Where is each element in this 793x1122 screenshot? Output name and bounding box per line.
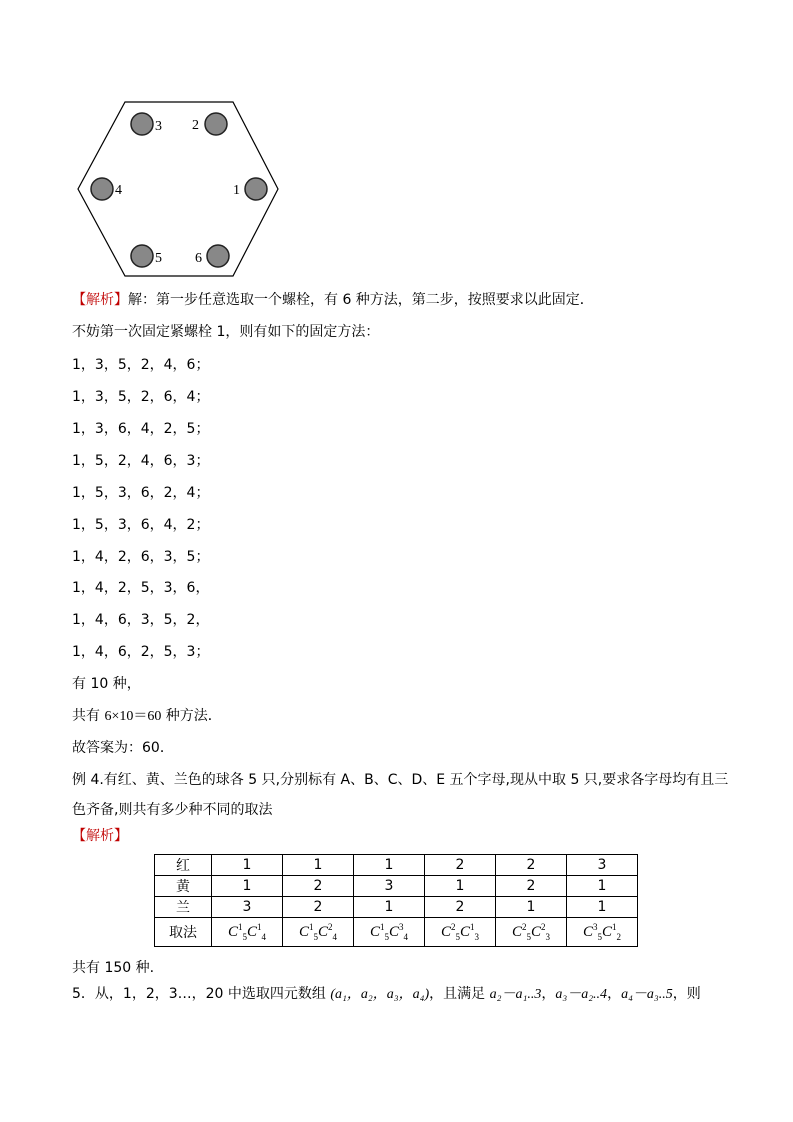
problem5-prefix: 5．从，1，2，3…，20 中选取四元数组 — [72, 986, 331, 1002]
table-cell: 1 — [212, 855, 283, 876]
intro-text: 解：第一步任意选取一个螺栓，有 6 种方法，第二步，按照要求以此固定． — [128, 292, 594, 308]
row-label-yellow: 黄 — [155, 876, 212, 897]
bolt-5 — [131, 245, 162, 267]
sequence-line: 1，5，2，4，6，3； — [72, 453, 210, 469]
table-row-methods — [155, 918, 638, 947]
row-label-method: 取法 — [155, 918, 212, 947]
row-label-red: 红 — [155, 855, 212, 876]
method-cell: $C^3_5C^1_2$ — [567, 918, 638, 947]
table-cell: 1 — [354, 855, 425, 876]
answer-line: 故答案为：60． — [72, 740, 174, 756]
table-cell: 1 — [425, 876, 496, 897]
method-cell: $C^2_5C^2_3$ — [496, 918, 567, 947]
problem5-mid: ，且满足 — [429, 986, 490, 1002]
problem5-tuple: (a₁，a₂，a₃，a₄) — [330, 987, 430, 1002]
problem5-cond3: a₄－a₃..5 — [621, 987, 673, 1002]
hexagon-bolt-diagram — [70, 96, 285, 281]
sequence-line: 1，3，5，2，4，6； — [72, 357, 210, 373]
table-cell: 3 — [212, 897, 283, 918]
count-line: 有 10 种， — [72, 676, 141, 692]
table-total: 共有 150 种. — [72, 960, 155, 976]
row-label-blue: 兰 — [155, 897, 212, 918]
total-suffix: 种方法． — [161, 708, 222, 724]
intro-line-2: 不妨第一次固定紧螺栓 1，则有如下的固定方法： — [72, 324, 380, 340]
method-cell: $C^2_5C^1_3$ — [425, 918, 496, 947]
sequence-line: 1，5，3，6，4，2； — [72, 517, 210, 533]
bolt-3 — [131, 113, 162, 135]
analysis-tag: 【解析】 — [72, 292, 128, 308]
problem5-suffix: ，则 — [672, 986, 701, 1002]
analysis-paragraph — [72, 290, 594, 310]
analysis-tag-2: 【解析】 — [72, 828, 128, 844]
table-cell: 3 — [567, 855, 638, 876]
table-row — [155, 897, 638, 918]
sequence-line: 1，4，2，6，3，5； — [72, 549, 210, 565]
sequence-line: 1，4，6，2，5，3； — [72, 644, 210, 660]
sequence-line: 1，3，5，2，6，4； — [72, 389, 210, 405]
bolt-label: 2 — [192, 118, 199, 133]
total-line — [72, 706, 222, 727]
table-cell: 2 — [496, 876, 567, 897]
bolt-label: 4 — [115, 183, 122, 198]
bolt-label: 5 — [155, 251, 162, 266]
total-expression: 6×10＝60 — [104, 709, 162, 724]
method-cell: $C^1_5C^2_4$ — [283, 918, 354, 947]
bolt-label: 3 — [155, 119, 162, 134]
sequence-line: 1，5，3，6，2，4； — [72, 485, 210, 501]
bolt-label: 1 — [233, 183, 240, 198]
table-cell: 2 — [425, 855, 496, 876]
example4-line-2: 色齐备,则共有多少种不同的取法 — [72, 802, 273, 818]
table-cell: 1 — [567, 876, 638, 897]
bolt-2 — [192, 113, 227, 135]
bolt-6 — [195, 245, 229, 267]
total-prefix: 共有 — [72, 708, 105, 724]
sequence-line: 1，3，6，4，2，5； — [72, 421, 210, 437]
bolt-4 — [91, 178, 122, 200]
method-cell: $C^1_5C^1_4$ — [212, 918, 283, 947]
table-cell: 2 — [496, 855, 567, 876]
table-cell: 1 — [283, 855, 354, 876]
sequence-line: 1，4，6，3，5，2， — [72, 612, 210, 628]
problem5-cond1: a₂－a₁..3 — [489, 987, 542, 1002]
method-cell: $C^1_5C^3_4$ — [354, 918, 425, 947]
sequence-line: 1，4，2，5，3，6， — [72, 580, 210, 596]
example4-line-1: 例 4.有红、黄、兰色的球各 5 只,分别标有 A、B、C、D、E 五个字母,现从中取 5 只,要求各字母均有且三 — [72, 772, 729, 788]
table-cell: 1 — [212, 876, 283, 897]
problem5-line: 5．从，1，2，3…，20 中选取四元数组 (a₁，a₂，a₃，a₄)，且满足 a₂－a₁..3，a₃－a₂..4，a₄－a₃..5，则 — [72, 986, 701, 1002]
table-row — [155, 876, 638, 897]
table-cell: 3 — [354, 876, 425, 897]
problem5-cond2: a₃－a₂..4 — [555, 987, 608, 1002]
combination-table — [154, 854, 638, 947]
table-cell: 2 — [283, 897, 354, 918]
table-cell: 1 — [496, 897, 567, 918]
table-row — [155, 855, 638, 876]
table-cell: 1 — [567, 897, 638, 918]
table-cell: 2 — [283, 876, 354, 897]
table-cell: 2 — [425, 897, 496, 918]
table-cell: 1 — [354, 897, 425, 918]
bolt-1 — [233, 178, 267, 200]
bolt-label: 6 — [195, 251, 202, 266]
